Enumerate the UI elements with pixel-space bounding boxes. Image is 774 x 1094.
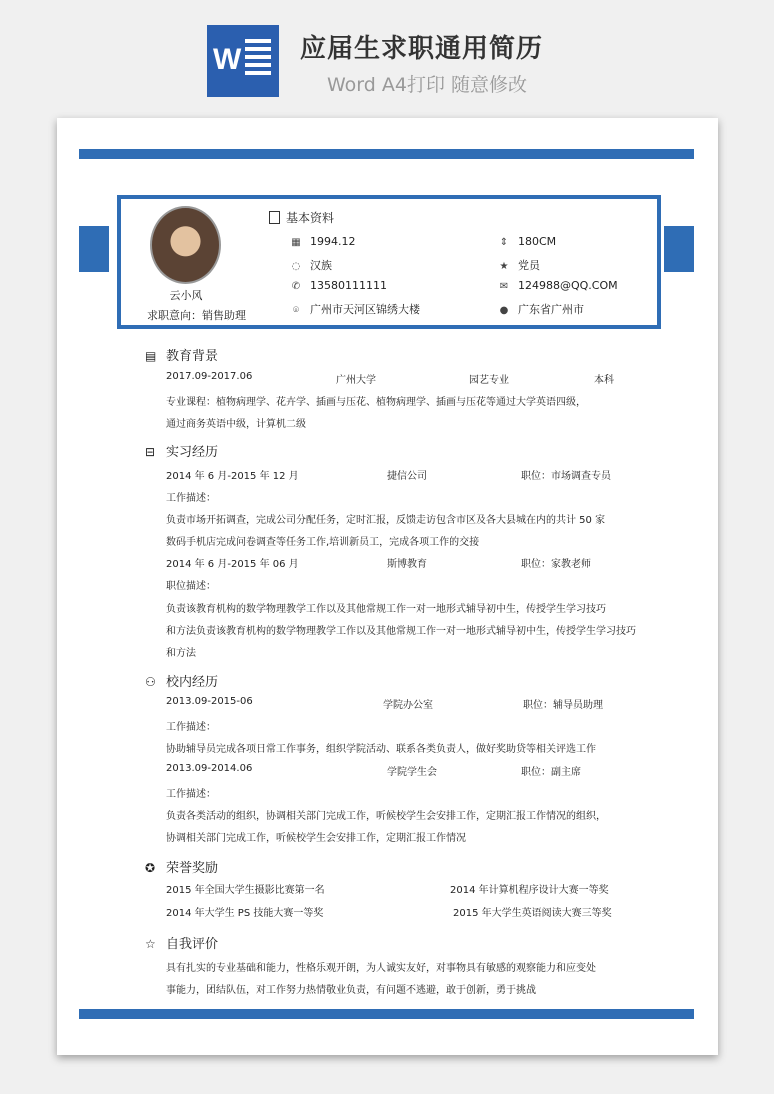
book-icon: ▤	[145, 349, 157, 363]
resume-paper	[57, 118, 718, 1055]
campus1-desc-line1: 协助辅导员完成各项日常工作事务，组织学院活动、联系各类负责人，做好奖助贷等相关评选工作	[166, 744, 596, 755]
ethnicity-icon: ◌	[291, 261, 301, 272]
email-field: ✉ 124988@QQ.COM	[497, 279, 618, 292]
intern2-desc-line1: 负责该教育机构的数学物理教学工作以及其他常规工作一对一地形式辅导初中生，传授学生学习技巧	[166, 604, 606, 615]
campus1-role: 职位：辅导员助理	[523, 700, 603, 711]
campus2-desc-label: 工作描述：	[166, 789, 216, 800]
intern1-desc-label: 工作描述：	[166, 493, 216, 504]
award-1: 2015 年全国大学生摄影比赛第一名	[166, 885, 325, 896]
intern1-role: 职位：市场调查专员	[521, 471, 611, 482]
location-icon: ⌾	[293, 305, 299, 316]
awards-section-title: ✪ 荣誉奖励	[145, 861, 219, 876]
intern1-desc-line1: 负责市场开拓调查，完成公司分配任务，定时汇报，反馈走访包含市区及各大县城在内的共计 50 家	[166, 515, 606, 526]
right-accent-block	[664, 226, 694, 272]
word-logo-icon	[207, 25, 279, 97]
star-icon: ☆	[145, 937, 156, 951]
campus1-period: 2013.09-2015-06	[166, 696, 253, 707]
award-3: 2014 年大学生 PS 技能大赛一等奖	[166, 908, 324, 919]
profile-name: 云小风	[169, 289, 203, 302]
edu-school: 广州大学	[336, 375, 376, 386]
medal-icon: ✪	[145, 861, 156, 875]
intern2-desc-label: 职位描述：	[166, 581, 216, 592]
briefcase-icon: ⊟	[145, 445, 156, 459]
top-bar	[79, 149, 694, 159]
intern1-org: 捷信公司	[387, 471, 427, 482]
campus1-desc-label: 工作描述：	[166, 722, 216, 733]
self-section-title: ☆ 自我评价	[145, 937, 219, 952]
intern2-period: 2014 年 6 月-2015 年 06 月	[166, 559, 299, 570]
bottom-bar	[79, 1009, 694, 1019]
edu-period: 2017.09-2017.06	[166, 371, 253, 382]
email-icon: ✉	[499, 281, 509, 292]
edu-courses-line1: 专业课程：植物病理学、花卉学、插画与压花、植物病理学、插画与压花等通过大学英语四级，	[166, 397, 586, 408]
address-field: ⌾ 广州市天河区锦绣大楼	[289, 301, 420, 317]
campus1-org: 学院办公室	[383, 700, 433, 711]
education-section-title: ▤ 教育背景	[145, 349, 219, 364]
ethnicity-field: ◌ 汉族	[289, 257, 332, 273]
intern1-desc-line2: 数码手机店完成问卷调查等任务工作,培训新员工，完成各项工作的交接	[166, 537, 480, 548]
campus2-desc-line1: 负责各类活动的组织，协调相关部门完成工作，听候校学生会安排工作，定期汇报工作情况的组织，	[166, 811, 606, 822]
award-4: 2015 年大学生英语阅读大赛三等奖	[453, 908, 612, 919]
self-line2: 事能力，团结队伍，对工作努力热情敬业负责，有问题不逃避，敢于创新，勇于挑战	[166, 985, 536, 996]
campus-section-title: ⚇ 校内经历	[145, 675, 219, 690]
left-accent-block	[79, 226, 109, 272]
job-intent: 求职意向：销售助理	[147, 309, 246, 322]
page-title: 应届生求职通用简历	[300, 34, 544, 64]
edu-degree: 本科	[594, 375, 614, 386]
campus2-period: 2013.09-2014.06	[166, 763, 253, 774]
profile-box	[117, 195, 661, 329]
hometown-icon: ●	[499, 305, 509, 316]
people-icon: ⚇	[145, 675, 156, 689]
birth-field: ▦ 1994.12	[289, 235, 356, 248]
basic-info-title: 基本资料	[269, 209, 334, 226]
page-subtitle: Word A4打印 随意修改	[327, 74, 528, 96]
avatar	[150, 206, 221, 284]
calendar-icon: ▦	[291, 237, 301, 248]
campus2-org: 学院学生会	[387, 767, 437, 778]
word-logo-letter: W	[213, 43, 242, 76]
campus2-role: 职位：副主席	[521, 767, 581, 778]
edu-courses-line2: 通过商务英语中级，计算机二级	[166, 419, 306, 430]
document-icon	[269, 211, 280, 224]
self-line1: 具有扎实的专业基础和能力，性格乐观开朗，为人诚实友好，对事物具有敏感的观察能力和应变处	[166, 963, 596, 974]
phone-field: ✆ 13580111111	[289, 279, 387, 292]
height-field: ⇕ 180CM	[497, 235, 556, 248]
height-icon: ⇕	[499, 237, 509, 248]
campus2-desc-line2: 协调相关部门完成工作，听候校学生会安排工作，定期汇报工作情况	[166, 833, 466, 844]
intern2-role: 职位：家教老师	[521, 559, 591, 570]
intern1-period: 2014 年 6 月-2015 年 12 月	[166, 471, 299, 482]
phone-icon: ✆	[291, 281, 301, 292]
party-field: ★ 党员	[497, 257, 540, 273]
header	[0, 0, 774, 112]
internship-section-title: ⊟ 实习经历	[145, 445, 219, 460]
intern2-desc-line2: 和方法负责该教育机构的数学物理教学工作以及其他常规工作一对一地形式辅导初中生，传授学生学习技巧	[166, 626, 636, 637]
hometown-field: ● 广东省广州市	[497, 301, 584, 317]
award-2: 2014 年计算机程序设计大赛一等奖	[450, 885, 609, 896]
party-icon: ★	[499, 261, 509, 272]
edu-major: 园艺专业	[469, 375, 509, 386]
intern2-org: 斯博教育	[387, 559, 427, 570]
intern2-desc-line3: 和方法	[166, 648, 196, 659]
